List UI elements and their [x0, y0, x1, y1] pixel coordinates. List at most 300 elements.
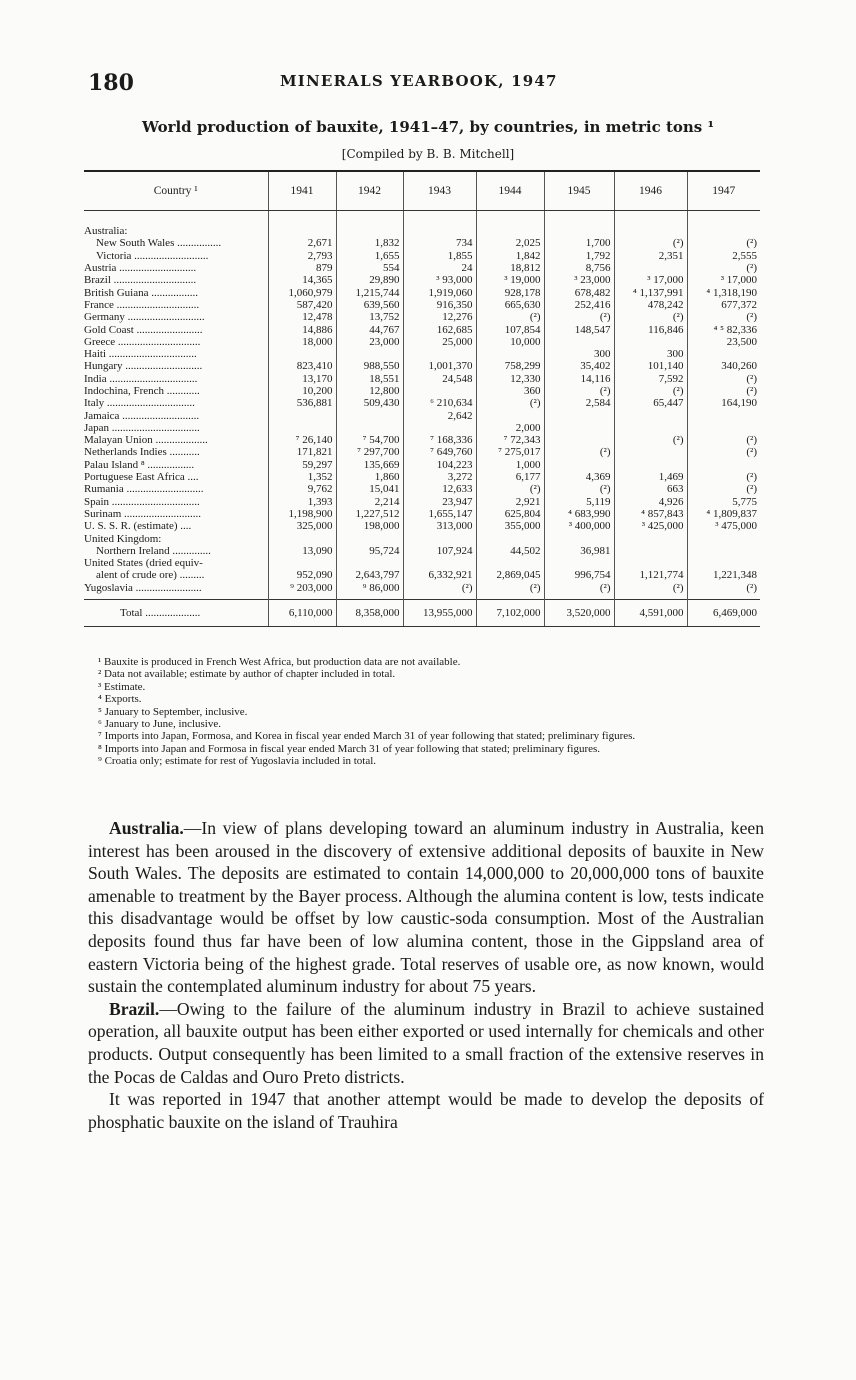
value-cell: 198,000 — [336, 520, 403, 532]
value-cell: 12,276 — [403, 311, 476, 323]
country-cell — [84, 299, 268, 311]
value-cell: 10,000 — [476, 336, 544, 348]
value-cell: (²) — [687, 373, 760, 385]
value-cell: 1,860 — [336, 471, 403, 483]
table-row — [84, 286, 760, 298]
value-cell: 916,350 — [403, 299, 476, 311]
value-cell — [614, 422, 687, 434]
value-cell: (²) — [687, 237, 760, 249]
value-cell — [614, 545, 687, 557]
total-value: 4,591,000 — [614, 599, 687, 626]
table-row — [84, 508, 760, 520]
value-cell: 164,190 — [687, 397, 760, 409]
table-row — [84, 409, 760, 421]
value-cell: 678,482 — [544, 286, 614, 298]
value-cell: 1,227,512 — [336, 508, 403, 520]
country-cell — [84, 446, 268, 458]
value-cell: 6,177 — [476, 471, 544, 483]
value-cell: 639,560 — [336, 299, 403, 311]
country-name: Japan ................................ — [84, 421, 200, 434]
value-cell: 15,041 — [336, 483, 403, 495]
footnote: ⁸ Imports into Japan and Formosa in fiscal year ended March 31 of year following that stated; preliminary figures. — [98, 742, 601, 755]
country-name: Rumania ............................ — [84, 483, 204, 496]
country-name: New South Wales ................ — [96, 237, 222, 250]
country-cell — [84, 422, 268, 434]
value-cell — [476, 225, 544, 237]
value-cell — [544, 434, 614, 446]
country-cell — [84, 434, 268, 446]
value-cell — [403, 385, 476, 397]
table-row — [84, 225, 760, 237]
value-cell: (²) — [544, 582, 614, 600]
country-name: India ................................ — [84, 372, 198, 385]
country-name: United States (dried equiv- — [84, 557, 203, 570]
table-title: World production of bauxite, 1941–47, by countries, in metric tons ¹ — [141, 118, 715, 136]
country-name: British Guiana ................. — [84, 286, 198, 299]
body-paragraph — [88, 1088, 764, 1133]
value-cell: 536,881 — [268, 397, 336, 409]
country-name: Germany ............................ — [84, 311, 205, 324]
value-cell — [687, 459, 760, 471]
value-cell: 116,846 — [614, 323, 687, 335]
table-row — [84, 520, 760, 532]
country-cell — [84, 459, 268, 471]
value-cell — [336, 422, 403, 434]
value-cell — [544, 532, 614, 544]
table-row — [84, 496, 760, 508]
value-cell: 300 — [614, 348, 687, 360]
value-cell — [614, 225, 687, 237]
value-cell: 18,000 — [268, 336, 336, 348]
country-name: Northern Ireland .............. — [96, 544, 211, 557]
value-cell: 2,921 — [476, 496, 544, 508]
table-row — [84, 422, 760, 434]
value-cell: ⁹ 203,000 — [268, 582, 336, 600]
value-cell: 2,000 — [476, 422, 544, 434]
value-cell — [544, 225, 614, 237]
value-cell: 325,000 — [268, 520, 336, 532]
value-cell: ⁷ 168,336 — [403, 434, 476, 446]
value-cell: (²) — [687, 385, 760, 397]
country-cell — [84, 582, 268, 600]
total-value: 13,955,000 — [403, 599, 476, 626]
value-cell: 35,402 — [544, 360, 614, 372]
value-cell: 29,890 — [336, 274, 403, 286]
country-name: Haiti ................................ — [84, 348, 197, 361]
country-cell — [84, 385, 268, 397]
value-cell: 59,297 — [268, 459, 336, 471]
value-cell: 665,630 — [476, 299, 544, 311]
value-cell — [614, 532, 687, 544]
country-cell — [84, 274, 268, 286]
footnote: ⁴ Exports. — [98, 693, 142, 706]
value-cell: 1,469 — [614, 471, 687, 483]
value-cell: 2,642 — [403, 409, 476, 421]
value-cell: 107,924 — [403, 545, 476, 557]
value-cell: 4,369 — [544, 471, 614, 483]
value-cell — [544, 557, 614, 569]
value-cell: ³ 93,000 — [403, 274, 476, 286]
body-text — [88, 817, 764, 1133]
value-cell: 1,792 — [544, 250, 614, 262]
value-cell — [687, 422, 760, 434]
country-cell — [84, 311, 268, 323]
country-cell — [84, 508, 268, 520]
value-cell: 1,198,900 — [268, 508, 336, 520]
table-row — [84, 397, 760, 409]
value-cell: 4,926 — [614, 496, 687, 508]
table-row — [84, 262, 760, 274]
column-header-country: Country ¹ — [84, 171, 268, 211]
value-cell — [268, 348, 336, 360]
footnote: ⁵ January to September, inclusive. — [98, 705, 248, 718]
country-name: Brazil .............................. — [84, 274, 197, 287]
footnote: ² Data not available; estimate by author of chapter included in total. — [98, 668, 396, 681]
value-cell — [476, 557, 544, 569]
value-cell: ³ 19,000 — [476, 274, 544, 286]
value-cell: 8,756 — [544, 262, 614, 274]
value-cell: (²) — [403, 582, 476, 600]
table-row — [84, 336, 760, 348]
country-name: Gold Coast ........................ — [84, 323, 203, 336]
value-cell: 2,555 — [687, 250, 760, 262]
value-cell: 2,025 — [476, 237, 544, 249]
table-row — [84, 569, 760, 581]
table-row — [84, 557, 760, 569]
value-cell: 25,000 — [403, 336, 476, 348]
value-cell: 14,886 — [268, 323, 336, 335]
value-cell: 2,671 — [268, 237, 336, 249]
value-cell — [336, 409, 403, 421]
value-cell: 879 — [268, 262, 336, 274]
value-cell: 44,502 — [476, 545, 544, 557]
value-cell: 65,447 — [614, 397, 687, 409]
value-cell: 625,804 — [476, 508, 544, 520]
table-row — [84, 532, 760, 544]
value-cell: (²) — [687, 471, 760, 483]
value-cell: ³ 475,000 — [687, 520, 760, 532]
table-row — [84, 434, 760, 446]
value-cell: ⁴ ⁵ 82,336 — [687, 323, 760, 335]
paragraph-heading: Brazil. — [109, 998, 160, 1019]
value-cell — [336, 557, 403, 569]
value-cell: (²) — [544, 446, 614, 458]
table-row — [84, 459, 760, 471]
value-cell — [336, 532, 403, 544]
table-row — [84, 311, 760, 323]
value-cell: 101,140 — [614, 360, 687, 372]
value-cell — [403, 557, 476, 569]
value-cell — [687, 409, 760, 421]
paragraph-text: —Owing to the failure of the aluminum industry in Brazil to achieve sustained operation, all bauxite output has been either exported or used internally for chemicals and other products. Output consequently has been limited to a small fraction of the extensive reserves in the Pocas de Caldas and Ouro Preto districts. — [88, 998, 764, 1087]
value-cell: (²) — [687, 434, 760, 446]
paragraph-text: It was reported in 1947 that another attempt would be made to develop the deposits of phosphatic bauxite on the island of Trauhira — [88, 1089, 764, 1132]
value-cell: 1,655 — [336, 250, 403, 262]
country-name: Surinam ............................ — [84, 507, 202, 520]
running-head: MINERALS YEARBOOK, 1947 — [280, 72, 558, 90]
value-cell: (²) — [614, 237, 687, 249]
value-cell — [614, 446, 687, 458]
table-total-row — [84, 599, 760, 626]
value-cell — [403, 532, 476, 544]
value-cell: 14,365 — [268, 274, 336, 286]
country-name: Netherlands Indies ........... — [84, 446, 200, 459]
value-cell: (²) — [476, 311, 544, 323]
value-cell: 10,200 — [268, 385, 336, 397]
value-cell: 12,330 — [476, 373, 544, 385]
column-header-year: 1943 — [403, 171, 476, 211]
country-cell — [84, 323, 268, 335]
value-cell: ⁷ 26,140 — [268, 434, 336, 446]
value-cell: (²) — [614, 434, 687, 446]
value-cell: 107,854 — [476, 323, 544, 335]
value-cell: 734 — [403, 237, 476, 249]
country-name: United Kingdom: — [84, 532, 162, 545]
value-cell: ⁷ 649,760 — [403, 446, 476, 458]
value-cell — [687, 545, 760, 557]
country-name: Palau Island ⁸ ................. — [84, 458, 195, 471]
table-row — [84, 471, 760, 483]
value-cell: 2,214 — [336, 496, 403, 508]
country-cell — [84, 262, 268, 274]
country-name: Portuguese East Africa .... — [84, 471, 199, 484]
value-cell: 12,800 — [336, 385, 403, 397]
value-cell — [403, 422, 476, 434]
country-cell — [84, 286, 268, 298]
value-cell: 996,754 — [544, 569, 614, 581]
footnote: ³ Estimate. — [98, 680, 146, 693]
value-cell: 2,793 — [268, 250, 336, 262]
value-cell — [476, 532, 544, 544]
value-cell: 2,869,045 — [476, 569, 544, 581]
value-cell: 300 — [544, 348, 614, 360]
value-cell: 7,592 — [614, 373, 687, 385]
value-cell: 18,812 — [476, 262, 544, 274]
value-cell: ⁷ 275,017 — [476, 446, 544, 458]
value-cell: 823,410 — [268, 360, 336, 372]
value-cell: (²) — [544, 385, 614, 397]
value-cell: 1,832 — [336, 237, 403, 249]
country-name: Spain ................................ — [84, 495, 200, 508]
table-spacer-row — [84, 211, 760, 226]
country-cell — [84, 532, 268, 544]
value-cell: 23,947 — [403, 496, 476, 508]
paragraph-heading: Australia. — [109, 818, 184, 838]
country-cell — [84, 545, 268, 557]
value-cell: 44,767 — [336, 323, 403, 335]
value-cell: 952,090 — [268, 569, 336, 581]
value-cell: 2,584 — [544, 397, 614, 409]
value-cell: 104,223 — [403, 459, 476, 471]
country-cell — [84, 225, 268, 237]
table-subtitle: [Compiled by B. B. Mitchell] — [341, 147, 515, 161]
value-cell: ³ 23,000 — [544, 274, 614, 286]
value-cell: 1,121,774 — [614, 569, 687, 581]
value-cell: 13,170 — [268, 373, 336, 385]
value-cell — [268, 409, 336, 421]
body-paragraph — [88, 817, 764, 998]
value-cell: 2,351 — [614, 250, 687, 262]
value-cell: 24,548 — [403, 373, 476, 385]
value-cell: (²) — [614, 385, 687, 397]
value-cell: 313,000 — [403, 520, 476, 532]
value-cell — [403, 348, 476, 360]
value-cell — [268, 422, 336, 434]
value-cell: 9,762 — [268, 483, 336, 495]
value-cell — [336, 348, 403, 360]
table-row — [84, 323, 760, 335]
value-cell: 1,855 — [403, 250, 476, 262]
value-cell: 95,724 — [336, 545, 403, 557]
country-name: Jamaica ............................ — [84, 409, 200, 422]
value-cell: 12,478 — [268, 311, 336, 323]
country-cell — [84, 557, 268, 569]
value-cell — [614, 557, 687, 569]
value-cell — [687, 225, 760, 237]
value-cell: ⁴ 1,809,837 — [687, 508, 760, 520]
country-name: Victoria ........................... — [96, 249, 209, 262]
value-cell — [268, 225, 336, 237]
value-cell: 1,221,348 — [687, 569, 760, 581]
value-cell: 12,633 — [403, 483, 476, 495]
country-cell — [84, 409, 268, 421]
value-cell: ⁹ 86,000 — [336, 582, 403, 600]
value-cell — [268, 557, 336, 569]
value-cell — [687, 557, 760, 569]
value-cell: (²) — [687, 582, 760, 600]
country-cell — [84, 483, 268, 495]
country-name: Italy ................................ — [84, 397, 195, 410]
value-cell: 2,643,797 — [336, 569, 403, 581]
value-cell: ⁶ 210,634 — [403, 397, 476, 409]
value-cell: (²) — [476, 397, 544, 409]
value-cell — [336, 225, 403, 237]
country-name: Australia: — [84, 225, 128, 238]
country-name: France .............................. — [84, 298, 200, 311]
value-cell: 6,332,921 — [403, 569, 476, 581]
value-cell — [268, 532, 336, 544]
country-name: alent of crude ore) ......... — [96, 569, 205, 582]
value-cell: 355,000 — [476, 520, 544, 532]
value-cell: (²) — [614, 311, 687, 323]
country-cell — [84, 471, 268, 483]
value-cell: 171,821 — [268, 446, 336, 458]
value-cell: (²) — [614, 582, 687, 600]
table-row — [84, 483, 760, 495]
footnote: ⁶ January to June, inclusive. — [98, 718, 221, 731]
value-cell: ⁷ 54,700 — [336, 434, 403, 446]
total-value: 8,358,000 — [336, 599, 403, 626]
total-value: 3,520,000 — [544, 599, 614, 626]
value-cell: 1,000 — [476, 459, 544, 471]
value-cell — [544, 409, 614, 421]
page-number: 180 — [88, 70, 134, 96]
table-row — [84, 274, 760, 286]
value-cell: 663 — [614, 483, 687, 495]
value-cell: 5,119 — [544, 496, 614, 508]
value-cell: ⁷ 297,700 — [336, 446, 403, 458]
footnote: ⁷ Imports into Japan, Formosa, and Korea in fiscal year ended March 31 of year following that stated; preliminary figures. — [98, 730, 636, 743]
country-cell — [84, 237, 268, 249]
value-cell — [687, 532, 760, 544]
value-cell — [614, 459, 687, 471]
value-cell — [614, 336, 687, 348]
value-cell: (²) — [544, 311, 614, 323]
value-cell: ⁴ 683,990 — [544, 508, 614, 520]
country-cell — [84, 397, 268, 409]
value-cell: 3,272 — [403, 471, 476, 483]
column-header-year: 1946 — [614, 171, 687, 211]
bauxite-production-table — [84, 170, 760, 627]
value-cell: 252,416 — [544, 299, 614, 311]
value-cell: 340,260 — [687, 360, 760, 372]
country-cell — [84, 520, 268, 532]
value-cell — [403, 225, 476, 237]
value-cell: 1,060,979 — [268, 286, 336, 298]
value-cell: 23,000 — [336, 336, 403, 348]
value-cell: 14,116 — [544, 373, 614, 385]
country-cell — [84, 250, 268, 262]
value-cell: 24 — [403, 262, 476, 274]
country-name: U. S. S. R. (estimate) .... — [84, 520, 192, 533]
table-row — [84, 373, 760, 385]
table-row — [84, 299, 760, 311]
value-cell: ³ 17,000 — [614, 274, 687, 286]
table-row — [84, 360, 760, 372]
value-cell — [687, 348, 760, 360]
value-cell: ³ 17,000 — [687, 274, 760, 286]
value-cell: (²) — [544, 483, 614, 495]
column-header-year: 1942 — [336, 171, 403, 211]
value-cell: 5,775 — [687, 496, 760, 508]
value-cell: 1,655,147 — [403, 508, 476, 520]
table-row — [84, 250, 760, 262]
value-cell — [614, 262, 687, 274]
country-cell — [84, 373, 268, 385]
body-paragraph — [88, 998, 764, 1088]
value-cell: ³ 400,000 — [544, 520, 614, 532]
value-cell: 1,919,060 — [403, 286, 476, 298]
total-value: 7,102,000 — [476, 599, 544, 626]
value-cell: 13,752 — [336, 311, 403, 323]
value-cell: 587,420 — [268, 299, 336, 311]
value-cell — [476, 348, 544, 360]
value-cell — [544, 459, 614, 471]
value-cell: 1,393 — [268, 496, 336, 508]
table-row — [84, 385, 760, 397]
value-cell: 677,372 — [687, 299, 760, 311]
country-cell — [84, 348, 268, 360]
value-cell: 135,669 — [336, 459, 403, 471]
total-value: 6,469,000 — [687, 599, 760, 626]
country-name: Greece .............................. — [84, 335, 201, 348]
value-cell: 162,685 — [403, 323, 476, 335]
table-row — [84, 348, 760, 360]
value-cell: 1,001,370 — [403, 360, 476, 372]
footnote: ¹ Bauxite is produced in French West Africa, but production data are not available. — [98, 656, 461, 668]
table-row — [84, 237, 760, 249]
value-cell: 928,178 — [476, 286, 544, 298]
footnote: ⁹ Croatia only; estimate for rest of Yugoslavia included in total. — [98, 755, 377, 768]
total-label: Total .................... — [84, 599, 268, 626]
value-cell: 148,547 — [544, 323, 614, 335]
value-cell: 988,550 — [336, 360, 403, 372]
value-cell: (²) — [476, 483, 544, 495]
table-row — [84, 582, 760, 600]
country-name: Austria ............................ — [84, 262, 197, 275]
column-header-year: 1941 — [268, 171, 336, 211]
value-cell: 13,090 — [268, 545, 336, 557]
